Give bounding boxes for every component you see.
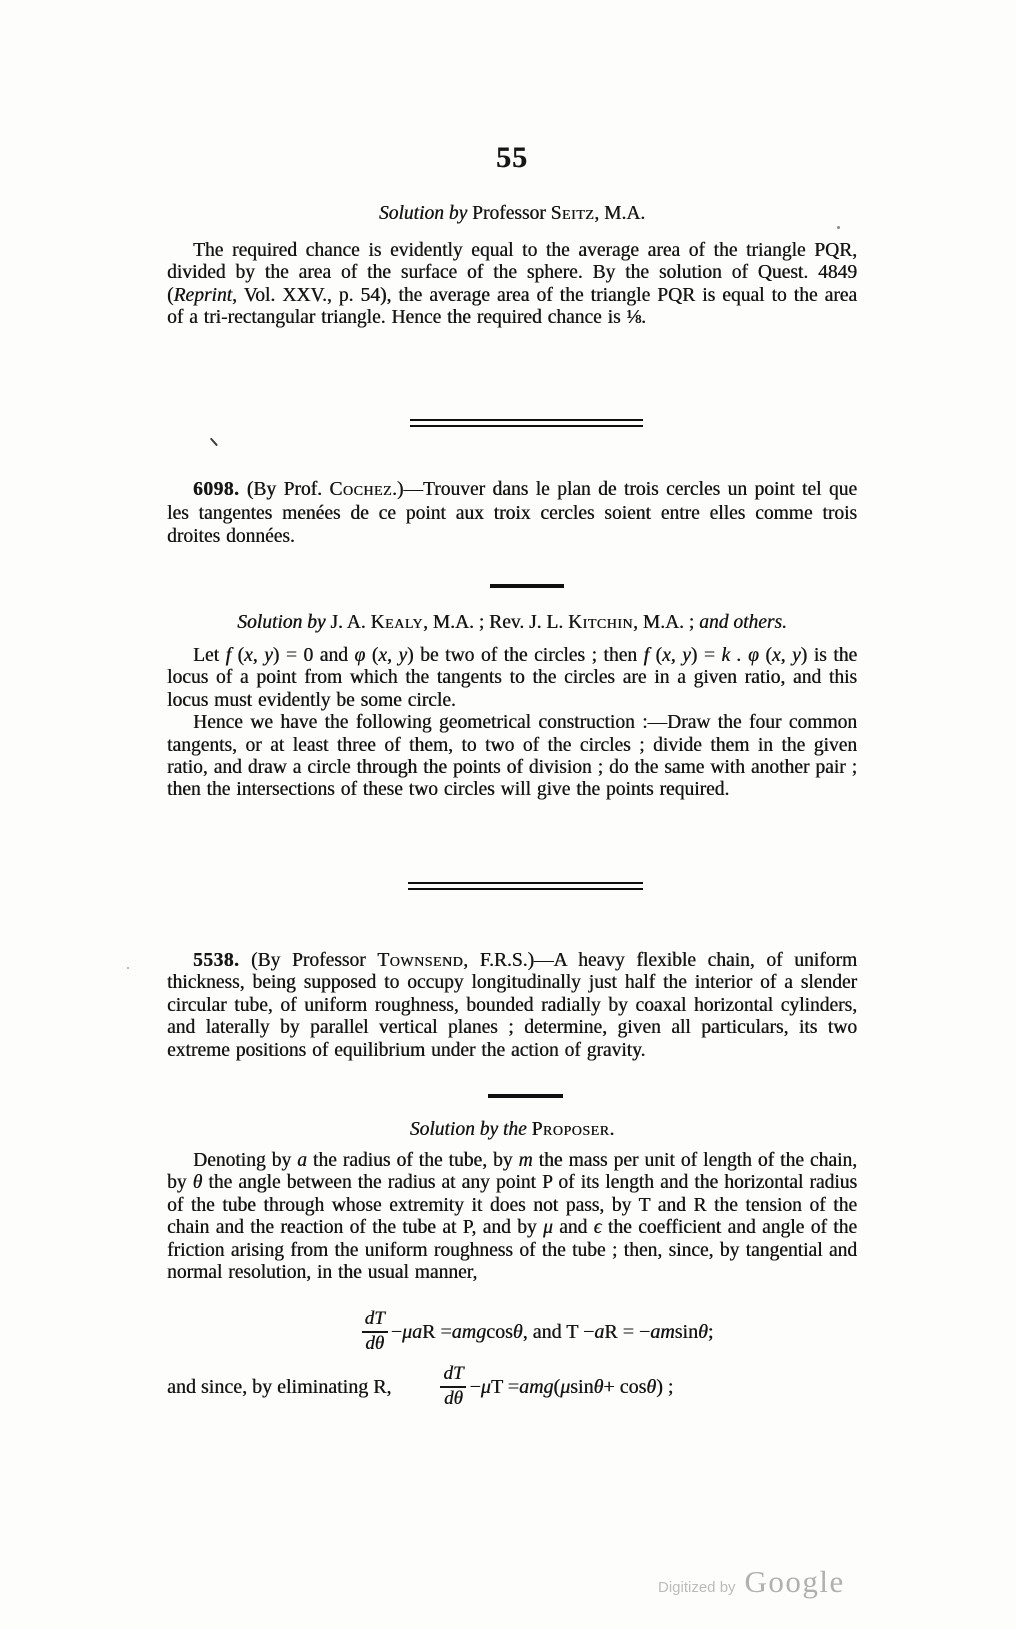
question-5538: 5538. (By Professor Townsend, F.R.S.)—A heavy flexible chain, of uniform thickness, being supposed to occupy longitudinally just half the interior of a slender circular tube, of uniform roughness, bounded radially by coaxal horizontal cylinders, and laterally by parallel vertical planes ; determine, given all particulars, its two extreme positions of equilibrium under the action of gravity. [167,950,857,1061]
solution-heading-seitz: Solution by Professor Seitz, M.A. [378,203,646,224]
kealy-paragraph-1: Let f (x, y) = 0 and φ (x, y) be two of the circles ; then f (x, y) = k . φ (x, y) is the locus of a point from which the tangents to the circles are in a given ratio, and this locus must evidently be some circle. [167,645,858,711]
proposer-paragraph: Denoting by a the radius of the tube, by m the mass per unit of length of the chain, by θ the angle between the radius at any point P of its length and the horizontal radius of the tube through whose extremity it does not pass, by T and R the tension of the chain and the reaction of the tube at P, and by μ and ϵ the coefficient and angle of the friction arising from the uniform roughness of the tube ; then, since, by tangential and normal resolution, in the usual manner, [167,1150,858,1284]
equation-2-row [167,1360,857,1414]
solution-heading-kealy: Solution by J. A. Kealy, M.A. ; Rev. J. L. Kitchin, M.A. ; and others. [237,612,787,633]
digitized-by-text: Digitized by [658,1579,736,1596]
scan-speck [837,226,840,229]
google-logo: Google [744,1564,845,1599]
google-watermark [658,1564,845,1600]
section-divider-short [490,584,564,588]
section-divider-double [410,419,643,427]
scan-speck [127,967,129,969]
equation-1: $\frac{dT}{d\theta}$ − μa R = amg cos θ , and T − a R = − am sin θ ; [167,1306,881,1358]
page-number: 55 [496,141,528,174]
equation-2: $\frac{dT}{d\theta}$ − μ T = amg ( μ sin θ + cos θ ) ; [437,1364,673,1410]
scan-speck [210,438,218,447]
question-6098: 6098. (By Prof. Cochez.)—Trouver dans le plan de trois cercles un point tel que les tangentes menées de ce point aux troix cercles soient entre elles comme trois droites données. [167,479,857,547]
section-divider-short [488,1094,563,1098]
section-divider-double [408,882,643,890]
seitz-solution-paragraph: The required chance is evidently equal to the average area of the triangle PQR, divided by the area of the surface of the sphere. By the solution of Quest. 4849 (Reprint, Vol. XXV., p. 54), the average area of the triangle PQR is equal to the area of a tri-rectangular triangle. Hence the required chance is ⅛. [167,240,857,329]
kealy-paragraph-2: Hence we have the following geometrical construction :—Draw the four common tangents, or at least three of them, to two of the circles ; divide them in the given ratio, and draw a circle through the points of division ; do the same with another pair ; then the intersections of these two circles will give the points required. [167,712,857,801]
kealy-solution [167,645,857,802]
equation-2-lead: and since, by eliminating R, [167,1375,392,1398]
solution-heading-proposer: Solution by the Proposer. [409,1119,615,1140]
